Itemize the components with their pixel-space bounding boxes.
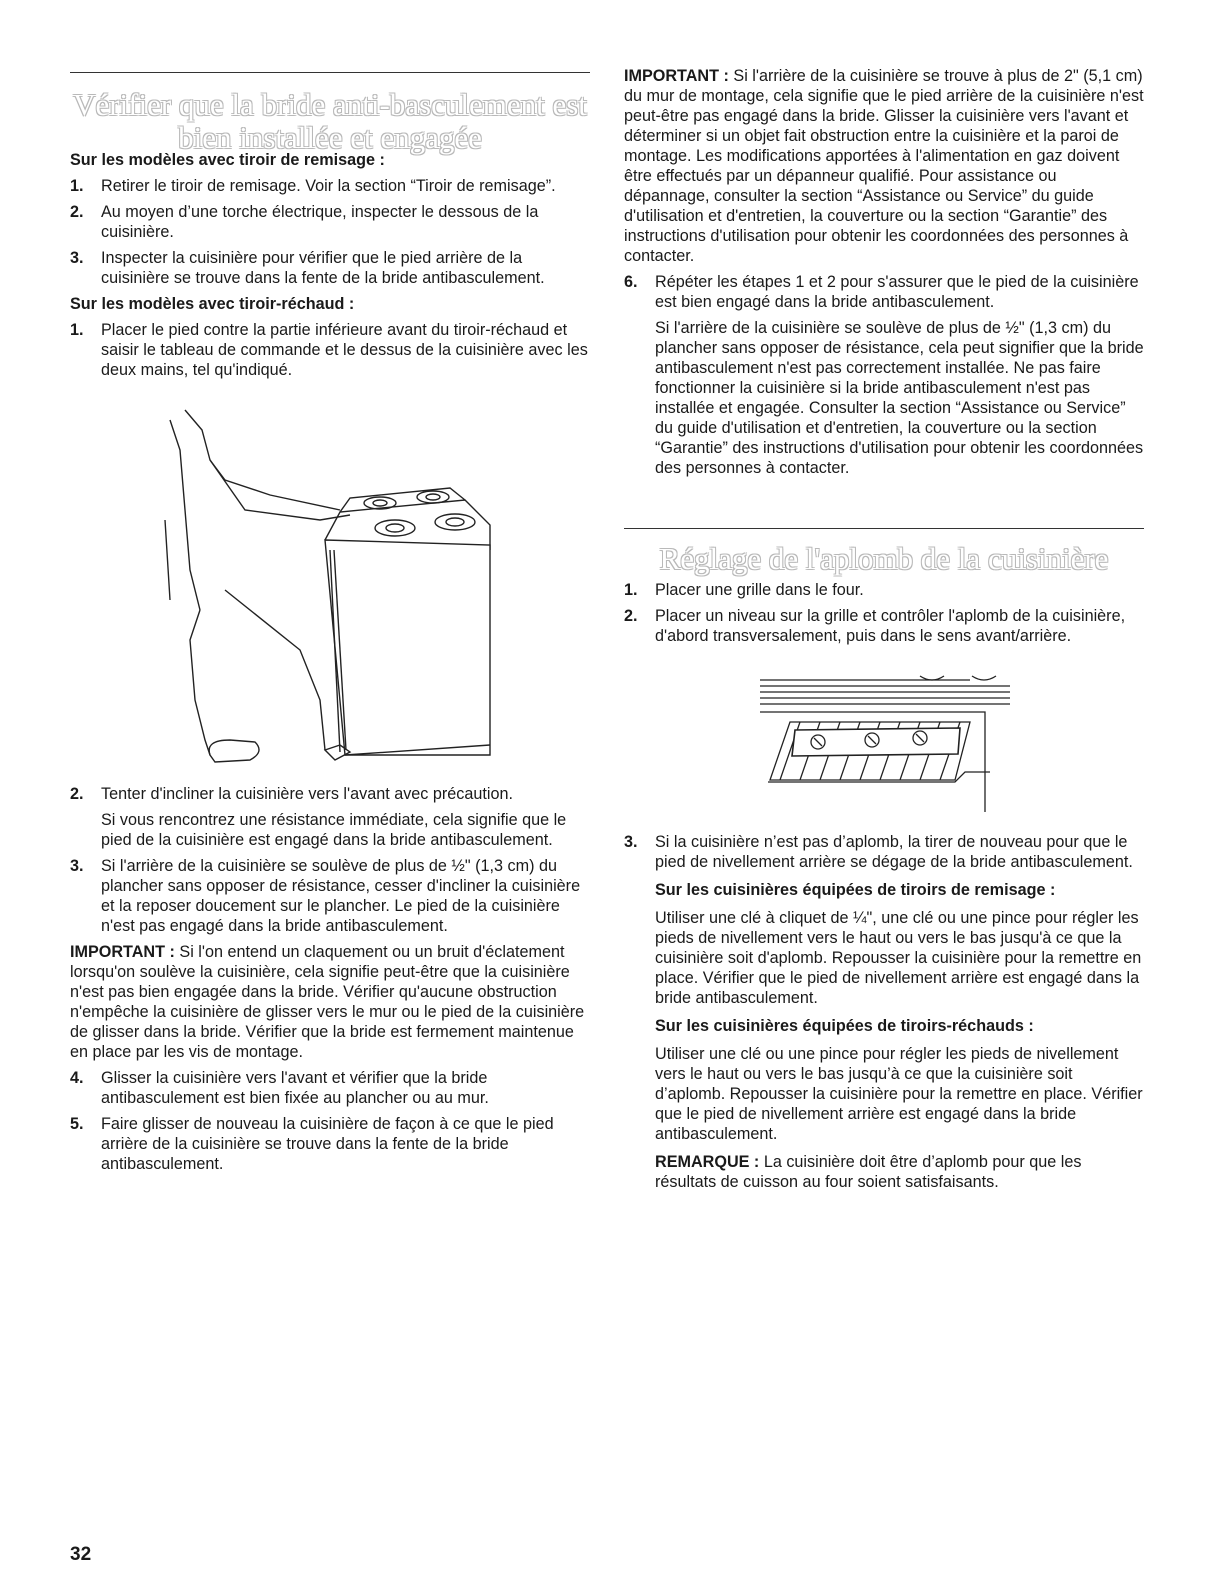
note-paragraph: Si l'arrière de la cuisinière se soulève de plus de ½" (1,3 cm) du plancher sans opposer de résistance, cela peut signifier que la bride antibasculement n'est pas correctement installée. Ne pas faire fonctionner la cuisinière si la bride antibasculement n'est pas installée et engagée. Consulter la section “Assistance ou Service” du guide d'utilisation et d'entretien, la couverture ou la section “Garantie” des instructions d'utilisation pour obtenir les coordonnées des personnes à contacter. [655, 319, 1144, 477]
tilt-range-illustration [150, 400, 510, 770]
list-item: 1. Placer une grille dans le four. [624, 581, 864, 599]
list-item: 2. Au moyen d’une torche électrique, inspecter le dessous de la cuisinière. [70, 203, 539, 241]
section-title-leveling: Réglage de l'aplomb de la cuisinière [659, 541, 1109, 576]
list-item: 6. Répéter les étapes 1 et 2 pour s'assurer que le pied de la cuisinière est bien engagé dans la bride antibasculement. [624, 273, 1139, 311]
warming-drawer-instructions: Utiliser une clé ou une pince pour régler les pieds de nivellement vers le haut ou vers le bas jusqu’à ce que la cuisinière soit d’aplomb. Repousser la cuisinière pour la remettre en place. Vérifier que le pied de nivellement arrière est engagé dans la bride antibasculement. [655, 1045, 1143, 1143]
right-block-level-steps [624, 580, 1144, 646]
list-item: 2. Placer un niveau sur la grille et contrôler l'aplomb de la cuisinière, d'abord transversalement, puis dans le sens avant/arrière. [624, 607, 1126, 645]
note-paragraph: Si vous rencontrez une résistance immédiate, cela signifie que le pied de la cuisinière est engagé dans la bride antibasculement. [101, 811, 567, 849]
section-rule-left [70, 72, 590, 73]
right-block-top [624, 66, 1144, 478]
list-item: 3. Si l'arrière de la cuisinière se soulève de plus de ½" (1,3 cm) du plancher sans opposer de résistance, cesser d'incliner la cuisinière et la reposer doucement sur le plancher. Le pied de la cuisinière n'est pas engagé dans la bride antibasculement. [70, 857, 581, 935]
subheading-storage-drawer: Sur les modèles avec tiroir de remisage : [70, 151, 385, 169]
important-paragraph: IMPORTANT : Si l'on entend un claquement ou un bruit d'éclatement lorsqu'on soulève la cuisinière, cela signifie peut-être que la cuisinière n'est pas bien engagée dans la bride. Vérifier qu'aucune obstruction n'empêche la cuisinière de glisser vers le mur ou le pied de la cuisinière de glisser dans la bride. Vérifier que la bride est fermement maintenue en place par les vis de montage. [70, 943, 585, 1061]
list-item: 1. Retirer le tiroir de remisage. Voir la section “Tiroir de remisage”. [70, 177, 556, 195]
list-item: 2. Tenter d'incliner la cuisinière vers l'avant avec précaution. [70, 785, 513, 803]
remark-paragraph: REMARQUE : La cuisinière doit être d’aplomb pour que les résultats de cuisson au four soient satisfaisants. [655, 1153, 1082, 1191]
storage-drawer-instructions: Utiliser une clé à cliquet de ¼", une clé ou une pince pour régler les pieds de nivellement vers le haut ou vers le bas jusqu'à ce que la cuisinière soit d'aplomb. Repousser la cuisinière pour la remettre en place. Vérifier que le pied de nivellement arrière est engagé dans la bride antibasculement. [655, 909, 1142, 1007]
section-title-anti-tip: Vérifier que la bride anti-basculement est bien installée et engagée [73, 87, 587, 155]
subheading-warming-drawer: Sur les modèles avec tiroir-réchaud : [70, 295, 355, 313]
list-item: 5. Faire glisser de nouveau la cuisinière de façon à ce que le pied arrière de la cuisinière se trouve dans la fente de la bride antibasculement. [70, 1115, 554, 1173]
subheading-storage-drawers: Sur les cuisinières équipées de tiroirs de remisage : [655, 881, 1056, 899]
subheading-warming-drawers: Sur les cuisinières équipées de tiroirs-réchauds : [655, 1017, 1034, 1035]
page-number: 32 [70, 1544, 92, 1565]
left-block-bottom [70, 784, 590, 1174]
list-item: 3. Inspecter la cuisinière pour vérifier que le pied arrière de la cuisinière se trouve dans la fente de la bride antibasculement. [70, 249, 545, 287]
list-item: 3. Si la cuisinière n’est pas d’aplomb, la tirer de nouveau pour que le pied de nivellement arrière se dégage de la bride antibasculement. [624, 833, 1133, 871]
left-block-top [70, 150, 590, 380]
list-item: 1. Placer le pied contre la partie inférieure avant du tiroir-réchaud et saisir le tableau de commande et le dessus de la cuisinière avec les deux mains, tel qu'indiqué. [70, 321, 588, 379]
list-item: 4. Glisser la cuisinière vers l'avant et vérifier que la bride antibasculement est bien fixée au plancher ou au mur. [70, 1069, 489, 1107]
level-on-rack-illustration [760, 672, 1000, 817]
important-paragraph: IMPORTANT : Si l'arrière de la cuisinière se trouve à plus de 2" (5,1 cm) du mur de montage, cela signifie que le pied arrière de la cuisinière n'est peut-être pas engagé dans la bride. Glisser la cuisinière vers l'avant et déterminer si un objet fait obstruction entre la cuisinière et la paroi de montage. Les modifications apportées à l'alimentation en gaz doivent être effectués par un dépanneur qualifié. Pour assistance ou dépannage, consulter la section “Assistance ou Service” du guide d'utilisation et d'entretien, la couverture ou la section “Garantie” des instructions d'utilisation pour obtenir les coordonnées des personnes à contacter. [624, 67, 1144, 265]
right-block-bottom [624, 832, 1144, 1192]
section-rule-right [624, 528, 1144, 529]
